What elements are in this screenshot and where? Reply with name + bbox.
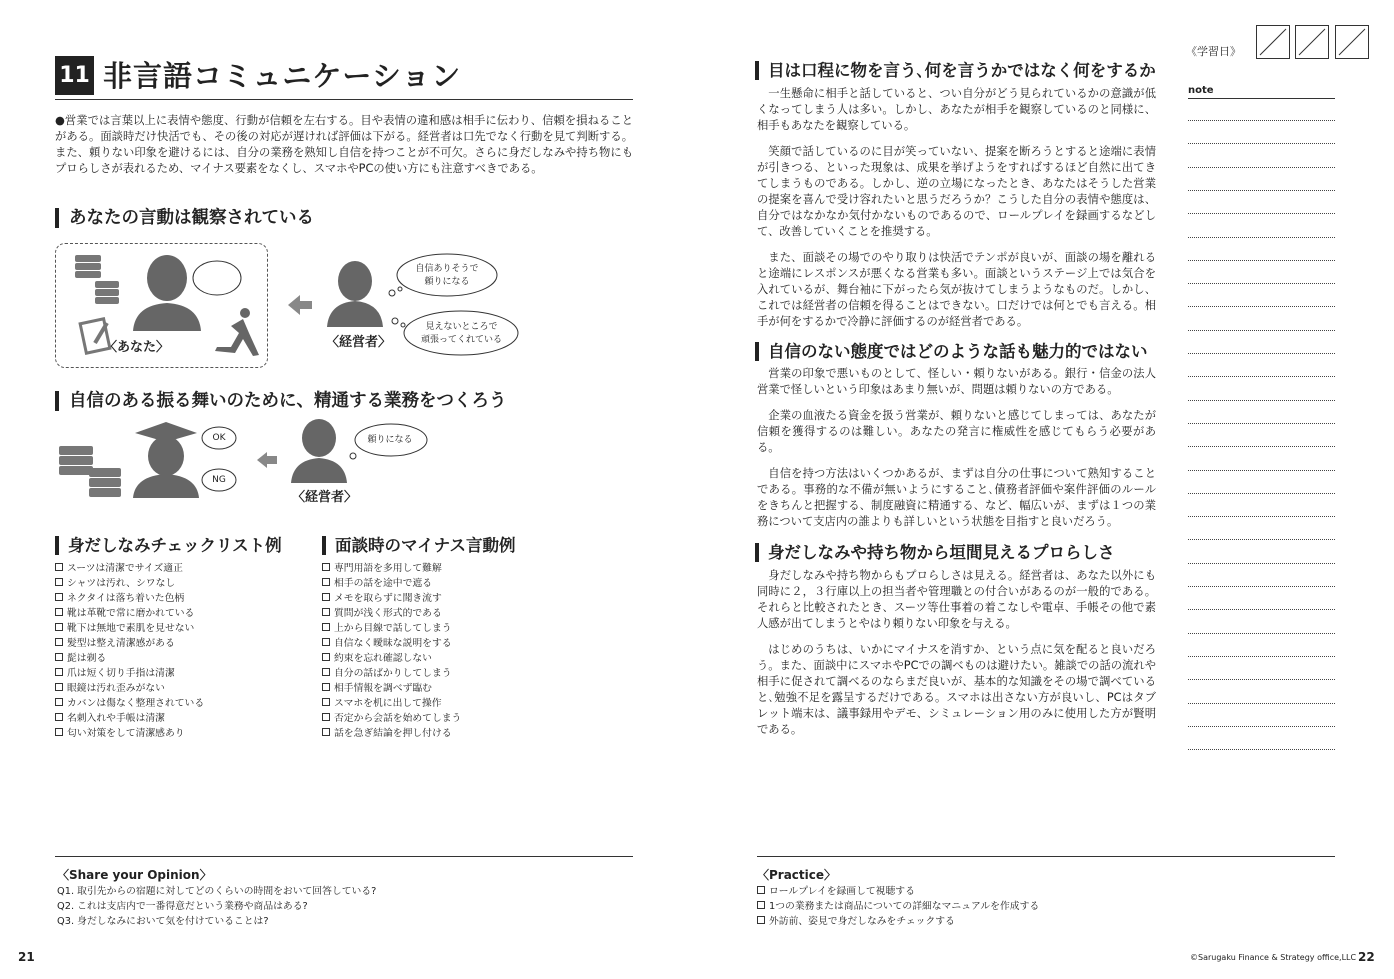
practice-divider: [757, 856, 1335, 857]
thought-text: 頼りになる: [424, 277, 470, 287]
note-line: [1188, 400, 1335, 401]
checkbox[interactable]: [322, 683, 330, 691]
person-you-icon: [133, 255, 201, 331]
study-date-label: 《学習日》: [1186, 45, 1241, 58]
checklist-item-label: 1つの業務または商品についての詳細なマニュアルを作成する: [769, 901, 1040, 912]
share-divider: [55, 856, 633, 857]
note-line: [1188, 446, 1335, 447]
note-line: [1188, 376, 1335, 377]
checklist-item[interactable]: [322, 696, 461, 711]
checklist-item-label: 爪は短く切り手指は清潔: [67, 668, 175, 679]
right-heading-3: 身だしなみや持ち物から垣間見えるプロらしさ: [755, 543, 1115, 562]
note-line: [1188, 609, 1335, 610]
checkbox[interactable]: [55, 698, 63, 706]
note-line: [1188, 563, 1335, 564]
checkbox[interactable]: [757, 886, 765, 894]
checkbox[interactable]: [55, 578, 63, 586]
note-line: [1188, 726, 1335, 727]
note-line: [1188, 423, 1335, 424]
checkbox[interactable]: [322, 593, 330, 601]
grooming-checklist: [55, 561, 204, 741]
checklist-item[interactable]: [55, 636, 204, 651]
note-line: [1188, 703, 1335, 704]
checkbox[interactable]: [55, 653, 63, 661]
checkbox[interactable]: [55, 713, 63, 721]
checklist-item-label: 髭は剃る: [67, 653, 107, 664]
graduate-person-icon: [133, 422, 199, 498]
checkbox[interactable]: [55, 563, 63, 571]
checklist-item[interactable]: [322, 651, 461, 666]
checklist-item[interactable]: [322, 636, 461, 651]
checklist-item[interactable]: [55, 681, 204, 696]
paragraph: 笑顔で話しているのに目が笑っていない、提案を断ろうとすると途端に表情が引きつる、といった現象は、成果を挙げようをすればするほど自然に出てきてしまうものである。しかし、逆の立場になったとき、あなたはそうした営業の提案を喜んで受け容れたいと思うだろうか？こうした自分の表情や態度は、自分ではなかなか気付かないものであるので、ロールプレイを録画するなどして、改善していくことを推奨する。: [757, 145, 1156, 238]
checklist-item-label: 相手の話を途中で遮る: [334, 578, 432, 589]
checklist-item-label: シャツは汚れ、シワなし: [67, 578, 176, 589]
paragraph: 身だしなみや持ち物からもプロらしさは見える。経営者は、あなた以外にも同時に２，３行庫以上の担当者や管理職との付合いがあるのが一般的である。それらと比較されたとき、スーツ等仕事着の着こなしや電卓、手帳その他で素人感が出てしまうとやはり頼りない印象を与える。: [757, 569, 1156, 630]
title-divider: [55, 99, 633, 100]
person-manager-icon: [327, 261, 383, 327]
checklist-item-label: 約束を忘れ確認しない: [334, 653, 432, 664]
paragraph: 一生懸命に相手と話していると、つい自分がどう見られているかの意識が低くなってしまう人は多い。しかし、あなたが相手を観察しているのと同様に、相手もあなたを観察している。: [757, 87, 1156, 132]
checklist-item-label: カバンは傷なく整理されている: [67, 698, 205, 709]
note-line: [1188, 516, 1335, 517]
checklist-item-label: スマホを机に出して操作: [334, 698, 442, 709]
checklist-item[interactable]: [322, 561, 461, 576]
page-number-left: 21: [18, 950, 35, 964]
person-manager-icon: [291, 419, 347, 483]
ng-text: NG: [212, 475, 226, 485]
checklist-item[interactable]: [322, 621, 461, 636]
arrow-left-icon: [288, 295, 312, 315]
checkbox[interactable]: [322, 668, 330, 676]
checklist-item[interactable]: [55, 561, 204, 576]
note-line: [1188, 493, 1335, 494]
checklist-item[interactable]: [55, 576, 204, 591]
checklist-item-label: ネクタイは落ち着いた色柄: [67, 593, 185, 604]
checklist-item[interactable]: [55, 591, 204, 606]
checkbox[interactable]: [55, 638, 63, 646]
checklist-item-label: 話を急ぎ結論を押し付ける: [334, 728, 452, 739]
books-icon: [75, 255, 119, 304]
right-heading-1: 目は口程に物を言う､何を言うかではなく何をするか: [755, 61, 1156, 80]
checklist-item[interactable]: [322, 711, 461, 726]
checklist-item[interactable]: [55, 696, 204, 711]
thought-text: 頑張ってくれている: [420, 335, 502, 345]
checkbox[interactable]: [322, 653, 330, 661]
note-line: [1188, 167, 1335, 168]
checklist-item[interactable]: [55, 711, 204, 726]
note-line: [1188, 586, 1335, 587]
note-line: [1188, 656, 1335, 657]
note-line: [1188, 539, 1335, 540]
checklist-item[interactable]: [757, 884, 1039, 899]
checklist-item-label: 靴下は無地で素肌を見せない: [67, 623, 195, 634]
chapter-number: 11: [55, 56, 94, 95]
checklist-item-label: ロールプレイを録画して視聴する: [769, 886, 915, 897]
practice-title: 〈Practice〉: [757, 868, 837, 882]
share-title: 〈Share your Opinion〉: [57, 868, 212, 882]
minus-behavior-list: [322, 561, 461, 741]
checkbox[interactable]: [322, 728, 330, 736]
practice-list: [757, 884, 1039, 929]
paragraph: 営業の印象で悪いものとして、怪しい・頼りないがある。銀行・信金の法人営業で怪しいという印象はあまり無いが、問題は頼りないの方である。: [757, 367, 1156, 396]
checklist-item-label: 靴は革靴で常に磨かれている: [67, 608, 195, 619]
checkbox[interactable]: [757, 901, 765, 909]
you-label: 〈あなた〉: [104, 340, 170, 355]
expertise-diagram: [55, 418, 475, 508]
checklist-item-label: 匂い対策をして清潔感あり: [67, 728, 185, 739]
paragraph: 自信を持つ方法はいくつかあるが、まずは自分の仕事について熟知することである。事務的な不備が無いようにすること､債務者評価や案件評価のルールをきちんと把握する、制度融資に精通する、など、幅広いが、まずは１つの業務について支店内の誰よりも詳しいという状態を目指すと良いだろう。: [757, 467, 1156, 528]
note-line: [1188, 190, 1335, 191]
manager-label: 〈経営者〉: [326, 335, 392, 350]
running-person-icon: [215, 308, 259, 356]
section-heading-expertise: 自信のある振る舞いのために、精通する業務をつくろう: [55, 391, 507, 411]
note-line: [1188, 353, 1335, 354]
note-divider: [1188, 98, 1335, 99]
checklist-item[interactable]: [322, 666, 461, 681]
checklist-item[interactable]: [55, 666, 204, 681]
page-title: 非言語コミュニケーション: [103, 59, 462, 93]
minus-list-heading: 面談時のマイナス言動例: [322, 536, 516, 555]
copyright: ©Sarugaku Finance & Strategy office,LLC: [1190, 953, 1357, 962]
checklist-item-label: 眼鏡は汚れ歪みがない: [67, 683, 165, 694]
checklist-item[interactable]: [322, 591, 461, 606]
checkbox[interactable]: [55, 623, 63, 631]
checklist-item[interactable]: [55, 606, 204, 621]
checkbox[interactable]: [322, 608, 330, 616]
checklist-item[interactable]: [322, 726, 461, 741]
note-line: [1188, 143, 1335, 144]
checklist-heading: 身だしなみチェックリスト例: [55, 536, 282, 555]
checkbox[interactable]: [55, 593, 63, 601]
note-line: [1188, 283, 1335, 284]
checklist-item[interactable]: [757, 914, 1039, 929]
section-heading-observed: あなたの言動は観察されている: [55, 208, 314, 228]
checklist-item-label: 質問が浅く形式的である: [334, 608, 442, 619]
checkbox[interactable]: [55, 728, 63, 736]
note-line: [1188, 470, 1335, 471]
checklist-item-label: スーツは清潔でサイズ適正: [67, 563, 183, 574]
checkbox[interactable]: [322, 713, 330, 721]
question-2: Q2. これは支店内で一番得意だという業務や商品はある?: [57, 901, 308, 912]
checklist-item-label: 髪型は整え清潔感がある: [67, 638, 175, 649]
checklist-item-label: 否定から会話を始めてしまう: [334, 713, 462, 724]
question-3: Q3. 身だしなみにおいて気を付けていることは?: [57, 916, 269, 927]
checkbox[interactable]: [322, 578, 330, 586]
ok-text: OK: [212, 433, 226, 443]
checkbox[interactable]: [322, 563, 330, 571]
checkbox[interactable]: [55, 608, 63, 616]
question-1: Q1. 取引先からの宿題に対してどのくらいの時間をおいて回答している?: [57, 886, 377, 897]
thought-text: 見えないところで: [425, 322, 498, 332]
note-line: [1188, 260, 1335, 261]
note-label: note: [1188, 85, 1214, 96]
note-line: [1188, 330, 1335, 331]
checklist-item[interactable]: [55, 651, 204, 666]
thought-text: 自信ありそうで: [415, 264, 479, 274]
checklist-item[interactable]: [322, 606, 461, 621]
checklist-item[interactable]: [55, 726, 204, 741]
manager-label: 〈経営者〉: [292, 490, 358, 505]
checkbox[interactable]: [55, 668, 63, 676]
checkbox[interactable]: [322, 698, 330, 706]
checklist-item-label: 自信なく曖昧な説明をする: [334, 638, 452, 649]
checklist-item-label: 名刺入れや手帳は清潔: [67, 713, 165, 724]
page-number-right: 22: [1358, 950, 1375, 964]
paragraph: また、面談その場でのやり取りは快活でテンポが良いが、面談の場を離れると途端にレスポンスが悪くなる営業も多い。面談というステージ上では気合を入れているが、舞台袖に下がったら気が抜けてしまうようなものだ。しかし、これでは経営者の信頼を得ることはできない。口だけでは何とでも言える。相手が何をするかで冷静に評価するのが経営者である。: [757, 251, 1156, 328]
speech-bubble-icon: [193, 261, 241, 295]
note-line: [1188, 679, 1335, 680]
checklist-item-label: メモを取らずに聞き流す: [334, 593, 442, 604]
checkbox[interactable]: [757, 916, 765, 924]
note-line: [1188, 633, 1335, 634]
note-line: [1188, 120, 1335, 121]
checklist-item-label: 相手情報を調べず臨む: [334, 683, 432, 694]
right-heading-2: 自信のない態度ではどのような話も魅力的ではない: [755, 342, 1148, 361]
note-line: [1188, 213, 1335, 214]
checkbox[interactable]: [322, 638, 330, 646]
intro-paragraph: ●営業では言葉以上に表情や態度、行動が信頼を左右する。目や表情の違和感は相手に伝わり、信頼を損ねることがある。面談時だけ快活でも、その後の対応が遅ければ評価は下がる。経営者は口先でなく行動を見て判断する。また、頼りない印象を避けるには、自分の業務を熟知し自信を持つことが不可欠。さらに身だしなみや持ち物にもプロらしさが表れるため、マイナス要素をなくし、スマホやPCの使い方にも注意すべきである。: [55, 114, 633, 175]
thought-text: 頼りになる: [367, 435, 413, 445]
arrow-left-icon: [257, 452, 277, 468]
note-line: [1188, 749, 1335, 750]
checklist-item[interactable]: [757, 899, 1039, 914]
note-line: [1188, 237, 1335, 238]
checklist-item-label: 上から目線で話してしまう: [334, 623, 452, 634]
checkbox[interactable]: [55, 683, 63, 691]
checklist-item-label: 自分の話ばかりしてしまう: [334, 668, 452, 679]
checklist-item[interactable]: [322, 681, 461, 696]
checklist-item[interactable]: [55, 621, 204, 636]
checklist-item-label: 専門用語を多用して難解: [334, 563, 442, 574]
paragraph: 企業の血液たる資金を扱う営業が、頼りないと感じてしまっては、あなたが信頼を獲得するのは難しい。あなたの発言に権威性を感じてもらう必要がある。: [757, 409, 1156, 454]
checkbox[interactable]: [322, 623, 330, 631]
books-icon: [59, 446, 121, 497]
checklist-item[interactable]: [322, 576, 461, 591]
checklist-item-label: 外訪前、姿見で身だしなみをチェックする: [769, 916, 955, 927]
study-date-boxes: [1256, 25, 1370, 59]
note-line: [1188, 306, 1335, 307]
paragraph: はじめのうちは、いかにマイナスを消すか、という点に気を配ると良いだろう。また、面談中にスマホやPCでの調べものは避けたい。雑談での話の流れや相手に促されて調べるのならまだ良いが、基本的な知識をその場で調べていると､勉強不足を露呈するだけである。スマホは出さない方が良いし、PCはタブレット端末は、議事録用やデモ、シミュレーション用のみに使用した方が賢明である。: [757, 643, 1156, 736]
